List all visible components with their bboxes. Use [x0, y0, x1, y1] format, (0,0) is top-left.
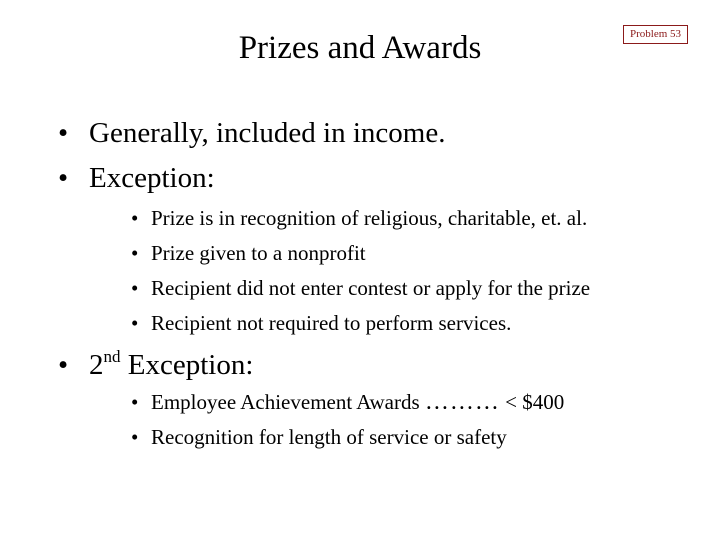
- bullet-icon: •: [131, 276, 139, 300]
- bullet-text: Generally, included in income.: [89, 117, 446, 149]
- sub-bullet-item: [131, 240, 366, 266]
- ordinal-suffix: nd: [103, 347, 121, 366]
- sub-bullet-item: [131, 275, 590, 301]
- bullet-icon: •: [58, 162, 69, 194]
- sub-bullet-item: [131, 310, 511, 336]
- bullet-text: Exception:: [89, 162, 215, 194]
- award-limit: < $400: [505, 390, 565, 414]
- bullet-item-second-exception: [58, 348, 253, 382]
- sub-bullet-text: Recipient did not enter contest or apply for the prize: [151, 276, 591, 300]
- page-title: Prizes and Awards: [238, 30, 482, 66]
- sub-bullet-text: Recognition for length of service or safety: [151, 425, 507, 449]
- bullet-icon: •: [131, 390, 139, 414]
- bullet-icon: •: [58, 349, 69, 381]
- bullet-item: [58, 116, 445, 150]
- problem-badge: Problem 53: [623, 25, 688, 44]
- sub-bullet-text: Employee Achievement Awards: [151, 390, 420, 414]
- bullet-icon: •: [131, 425, 139, 449]
- bullet-icon: •: [131, 241, 139, 265]
- sub-bullet-text: Recipient not required to perform services.: [151, 311, 512, 335]
- sub-bullet-text: Prize is in recognition of religious, charitable, et. al.: [151, 206, 588, 230]
- bullet-icon: •: [131, 311, 139, 335]
- bullet-text: Exception:: [127, 349, 254, 381]
- ordinal-number: 2: [89, 349, 104, 381]
- sub-bullet-item: [131, 424, 507, 450]
- sub-bullet-item: [131, 389, 564, 415]
- bullet-icon: •: [58, 117, 69, 149]
- bullet-icon: •: [131, 206, 139, 230]
- bullet-item: [58, 161, 215, 195]
- sub-bullet-text: Prize given to a nonprofit: [151, 241, 366, 265]
- sub-bullet-item: [131, 205, 587, 231]
- leader-dots: ………: [424, 389, 500, 415]
